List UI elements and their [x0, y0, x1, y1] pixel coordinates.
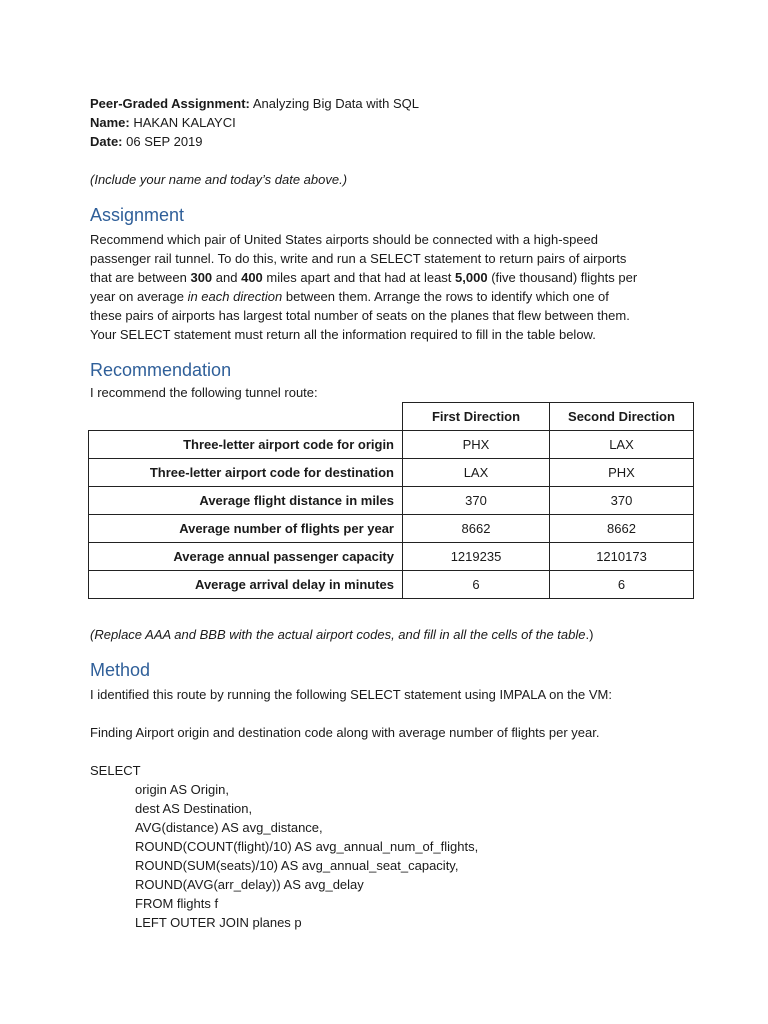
bold-5000: 5,000: [455, 270, 488, 285]
code-line: ROUND(COUNT(flight)/10) AS avg_annual_num_of_flights,: [135, 839, 479, 854]
name-value: HAKAN KALAYCI: [133, 115, 236, 130]
row-label: Average flight distance in miles: [89, 487, 403, 515]
date-line: [90, 132, 419, 151]
first-direction-cell: 1219235: [403, 543, 550, 571]
code-line: AVG(distance) AS avg_distance,: [135, 820, 323, 835]
second-direction-header: Second Direction: [550, 403, 694, 431]
first-direction-cell: PHX: [403, 431, 550, 459]
table-header-row: [89, 403, 694, 431]
bold-400: 400: [241, 270, 263, 285]
code-line: LEFT OUTER JOIN planes p: [135, 915, 302, 930]
row-label: Three-letter airport code for origin: [89, 431, 403, 459]
first-direction-cell: 8662: [403, 515, 550, 543]
table-row: [89, 487, 694, 515]
name-line: [90, 113, 419, 132]
row-label: Three-letter airport code for destination: [89, 459, 403, 487]
method-description: Finding Airport origin and destination code along with average number of flights per year.: [90, 725, 600, 740]
code-line: ROUND(SUM(seats)/10) AS avg_annual_seat_capacity,: [135, 858, 459, 873]
second-direction-cell: 370: [550, 487, 694, 515]
assignment-line-2: passenger rail tunnel. To do this, write and run a SELECT statement to return pairs of airports: [90, 251, 627, 266]
assignment-line-3: [90, 268, 690, 287]
replace-note-text: (Replace AAA and BBB with the actual airport codes, and fill in all the cells of the table: [90, 627, 586, 642]
assignment-title-line: [90, 94, 419, 113]
replace-note-end: .): [585, 627, 594, 642]
row-label: Average number of flights per year: [89, 515, 403, 543]
first-direction-cell: 370: [403, 487, 550, 515]
first-direction-cell: LAX: [403, 459, 550, 487]
first-direction-cell: 6: [403, 571, 550, 599]
table-row: [89, 459, 694, 487]
table-row: [89, 571, 694, 599]
text-fragment: miles apart and that had at least: [262, 270, 456, 285]
assignment-label: Peer-Graded Assignment:: [90, 96, 250, 111]
code-line: FROM flights f: [135, 896, 219, 911]
second-direction-cell: 8662: [550, 515, 694, 543]
text-fragment: year on average: [90, 289, 188, 304]
assignment-line-5: these pairs of airports has largest total number of seats on the planes that flew between them.: [90, 308, 630, 323]
first-direction-header: First Direction: [403, 403, 550, 431]
code-line: origin AS Origin,: [135, 782, 229, 797]
table-row: [89, 543, 694, 571]
code-line: SELECT: [90, 763, 141, 778]
recommendation-heading: Recommendation: [90, 360, 232, 380]
text-fragment: that are between: [90, 270, 191, 285]
second-direction-cell: LAX: [550, 431, 694, 459]
date-label: Date:: [90, 134, 123, 149]
table-row: [89, 431, 694, 459]
date-value: 06 SEP 2019: [126, 134, 203, 149]
table-corner-cell: [89, 403, 403, 431]
row-label: Average arrival delay in minutes: [89, 571, 403, 599]
assignment-line-1: Recommend which pair of United States airports should be connected with a high-speed: [90, 232, 599, 247]
assignment-line-4: [90, 287, 690, 306]
text-fragment: between them. Arrange the rows to identify which one of: [282, 289, 609, 304]
name-label: Name:: [90, 115, 130, 130]
table-row: [89, 515, 694, 543]
assignment-line-6: Your SELECT statement must return all the information required to fill in the table below.: [90, 327, 596, 342]
second-direction-cell: PHX: [550, 459, 694, 487]
recommendation-intro: I recommend the following tunnel route:: [90, 385, 318, 400]
replace-note: [90, 625, 593, 644]
method-intro: I identified this route by running the following SELECT statement using IMPALA on the VM:: [90, 687, 612, 702]
assignment-heading: Assignment: [90, 205, 185, 225]
text-fragment: (five thousand) flights per: [487, 270, 638, 285]
assignment-value: Analyzing Big Data with SQL: [252, 96, 420, 111]
include-note: (Include your name and today’s date above.): [90, 172, 348, 187]
document-header: [90, 94, 419, 151]
second-direction-cell: 1210173: [550, 543, 694, 571]
method-heading: Method: [90, 660, 151, 680]
text-fragment: and: [212, 270, 242, 285]
bold-300: 300: [190, 270, 213, 285]
sql-code-block: [90, 761, 478, 932]
italic-each-direction: in each direction: [187, 289, 283, 304]
recommendation-table: [88, 402, 694, 599]
second-direction-cell: 6: [550, 571, 694, 599]
row-label: Average annual passenger capacity: [89, 543, 403, 571]
assignment-paragraph: [90, 230, 690, 344]
code-line: dest AS Destination,: [135, 801, 253, 816]
code-line: ROUND(AVG(arr_delay)) AS avg_delay: [135, 877, 364, 892]
